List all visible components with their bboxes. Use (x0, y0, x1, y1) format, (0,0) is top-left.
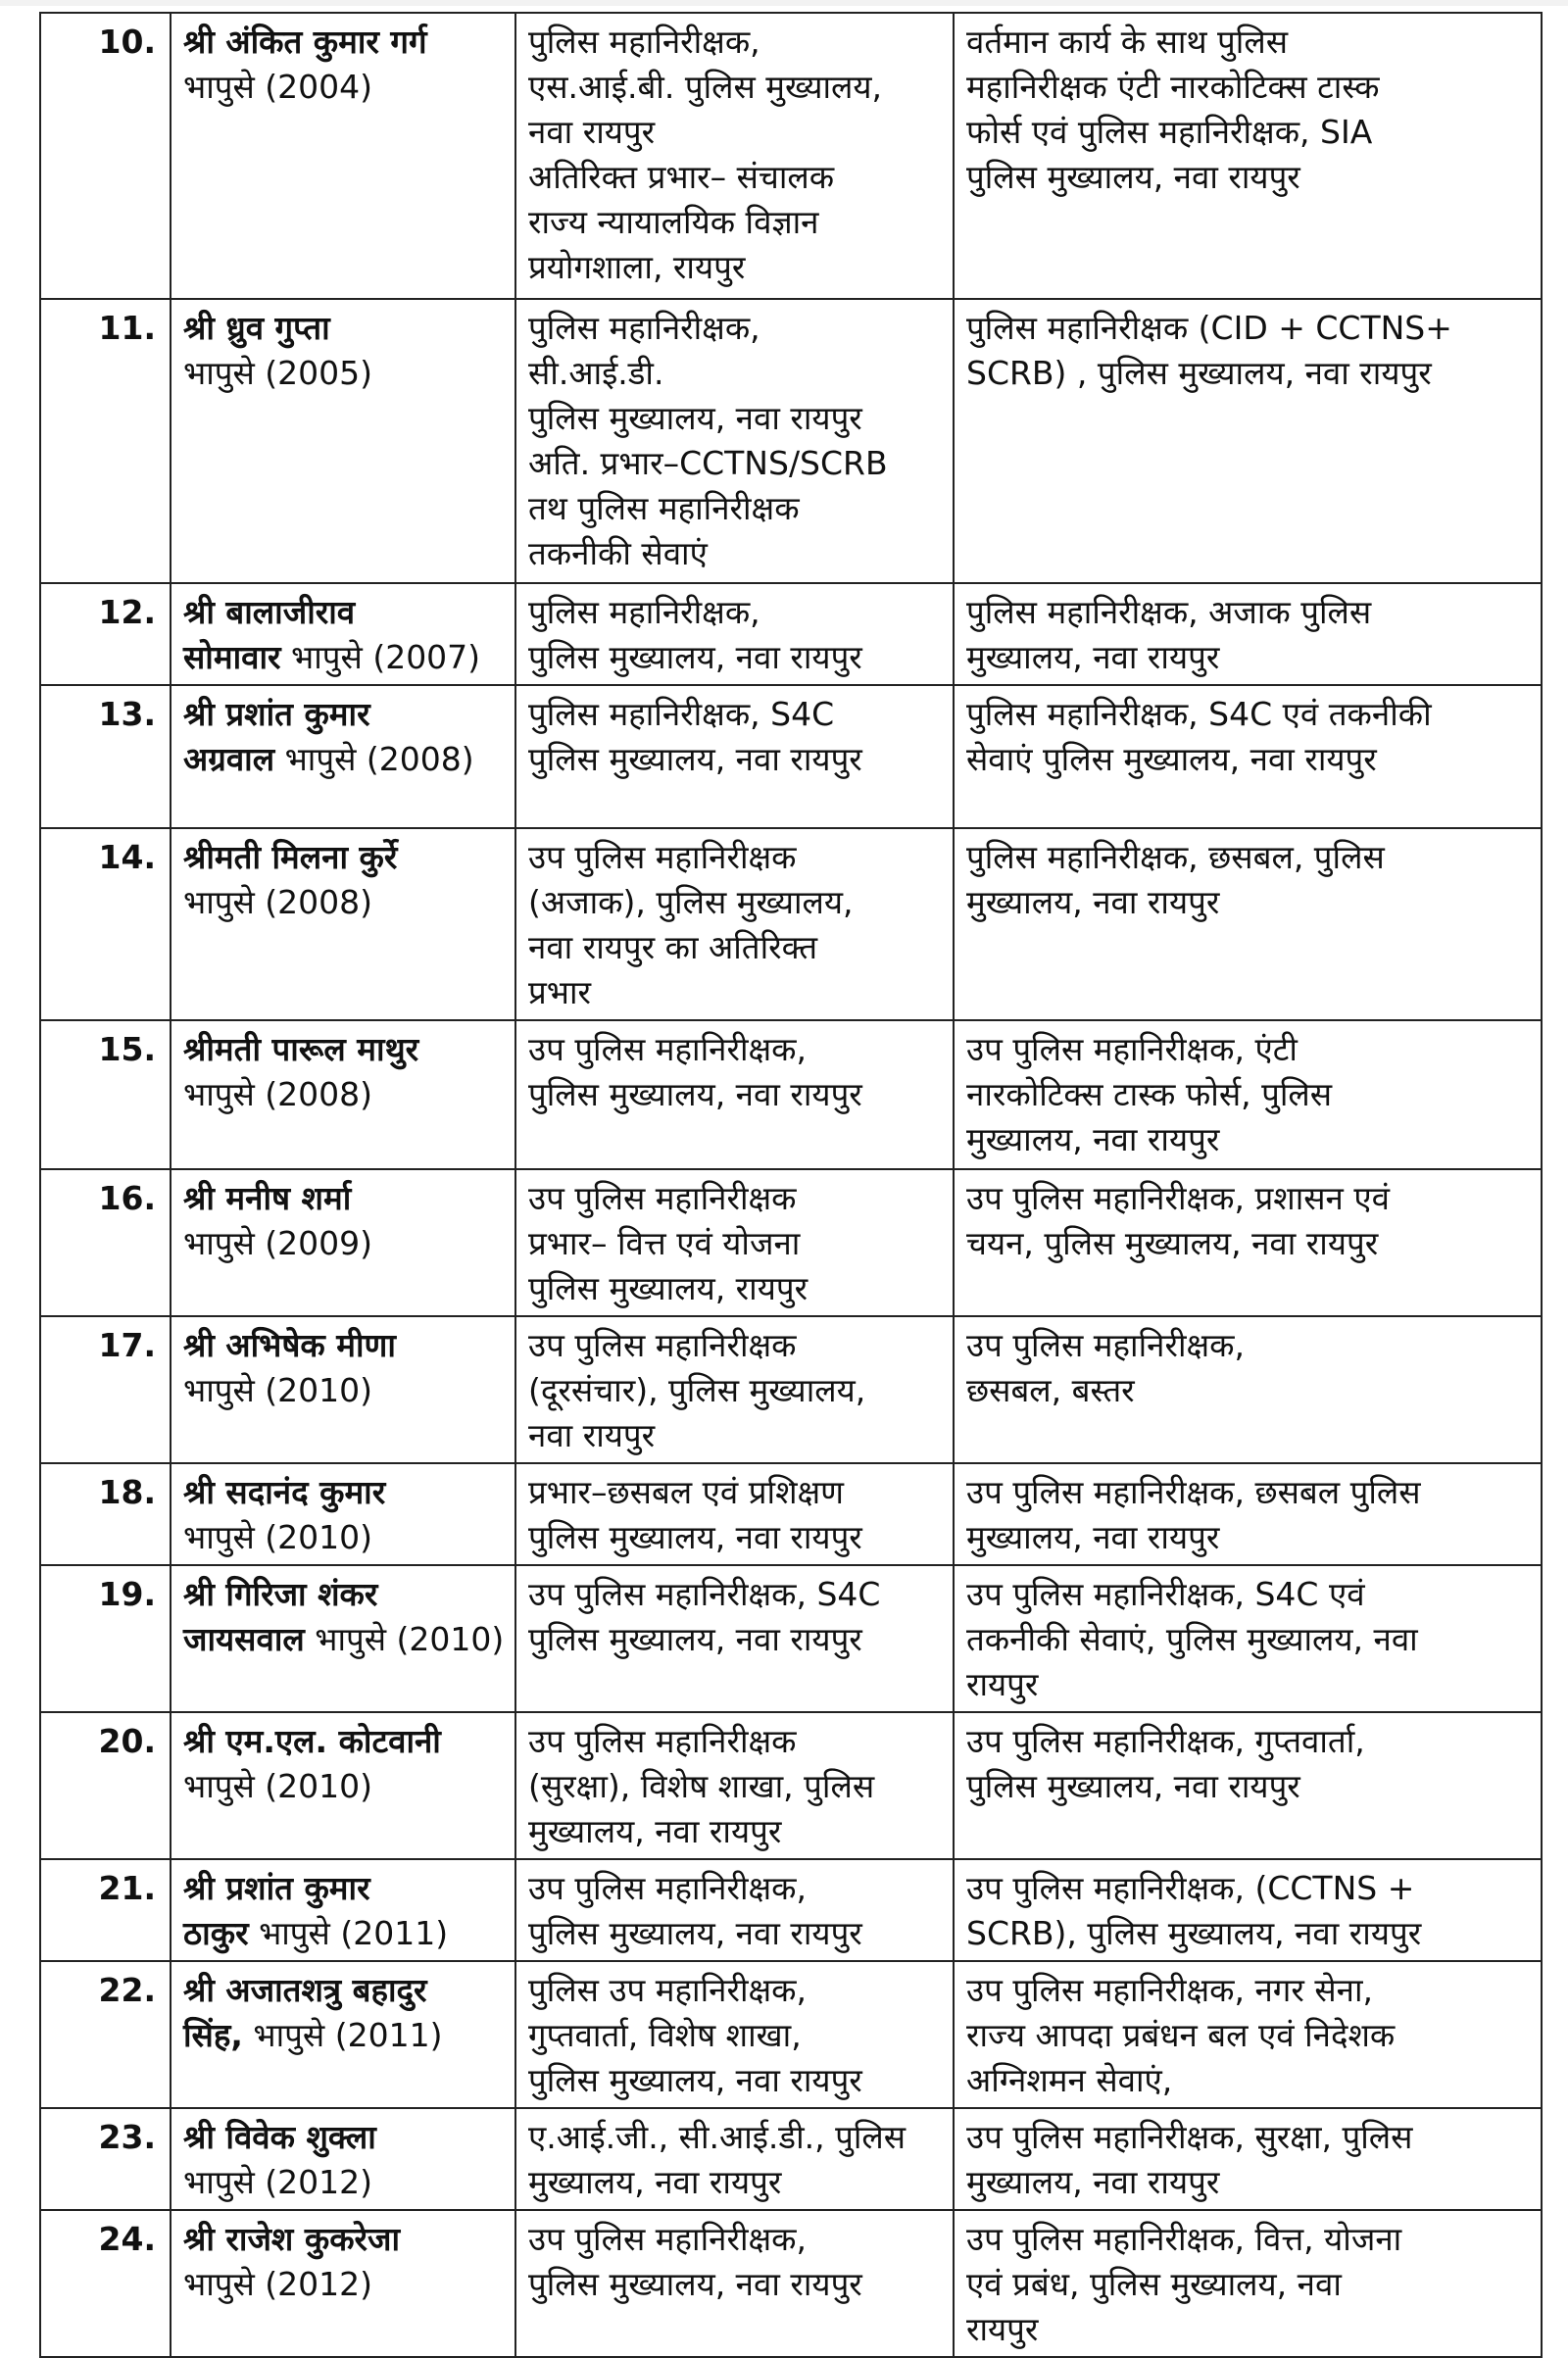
officer-service-batch: भापुसे (2010) (183, 1767, 373, 1805)
current-posting-line: उप पुलिस महानिरीक्षक (528, 1326, 797, 1364)
new-posting-line: उप पुलिस महानिरीक्षक, प्रशासन एवं (966, 1179, 1390, 1217)
table-row (40, 1020, 1542, 1169)
serial-number-cell: 14. (40, 828, 171, 1020)
officer-name-cell (171, 1961, 515, 2108)
new-posting-cell (954, 1712, 1542, 1859)
new-posting-line: उप पुलिस महानिरीक्षक, नगर सेना, (966, 1971, 1374, 2009)
serial-number-cell: 18. (40, 1463, 171, 1565)
table-row (40, 828, 1542, 1020)
current-posting-line: ए.आई.जी., सी.आई.डी., पुलिस (528, 2118, 906, 2156)
new-posting-cell (954, 1565, 1542, 1712)
officer-service-batch: भापुसे (2011) (259, 1914, 449, 1952)
officer-name-cell (171, 1169, 515, 1316)
current-posting-line: एस.आई.बी. पुलिस मुख्यालय, (528, 68, 883, 106)
new-posting-line: पुलिस महानिरीक्षक, अजाक पुलिस (966, 593, 1372, 631)
officer-name-cell (171, 2210, 515, 2357)
new-posting-line: पुलिस मुख्यालय, नवा रायपुर (966, 158, 1300, 196)
new-posting-line: SCRB), पुलिस मुख्यालय, नवा रायपुर (966, 1914, 1422, 1952)
new-posting-line: उप पुलिस महानिरीक्षक, वित्त, योजना (966, 2220, 1402, 2258)
new-posting-line: पुलिस महानिरीक्षक (CID + CCTNS+ (966, 309, 1452, 347)
officer-name-cell (171, 2108, 515, 2210)
current-posting-cell (515, 2108, 954, 2210)
current-posting-line: गुप्तवार्ता, विशेष शाखा, (528, 2016, 802, 2054)
new-posting-line: चयन, पुलिस मुख्यालय, नवा रायपुर (966, 1224, 1379, 1262)
new-posting-line: पुलिस मुख्यालय, नवा रायपुर (966, 1767, 1300, 1805)
new-posting-line: मुख्यालय, नवा रायपुर (966, 2163, 1220, 2201)
officer-name: श्री प्रशांत कुमार (183, 1869, 370, 1907)
new-posting-line: एवं प्रबंध, पुलिस मुख्यालय, नवा (966, 2265, 1342, 2303)
new-posting-line: उप पुलिस महानिरीक्षक, (966, 1326, 1245, 1364)
officer-service-batch: भापुसे (2008) (284, 740, 474, 778)
officer-service-batch: भापुसे (2005) (183, 354, 373, 392)
current-posting-line: (दूरसंचार), पुलिस मुख्यालय, (528, 1371, 866, 1409)
officer-service-batch: भापुसे (2007) (291, 638, 481, 676)
new-posting-line: पुलिस महानिरीक्षक, S4C एवं तकनीकी (966, 695, 1432, 733)
new-posting-line: रायपुर (966, 1665, 1039, 1703)
officer-name: श्री प्रशांत कुमार (183, 695, 370, 733)
new-posting-line: उप पुलिस महानिरीक्षक, S4C एवं (966, 1575, 1365, 1613)
serial-number-cell: 13. (40, 685, 171, 828)
serial-number-cell: 20. (40, 1712, 171, 1859)
serial-number-cell: 21. (40, 1859, 171, 1961)
table-row (40, 13, 1542, 299)
current-posting-line: प्रभार (528, 973, 592, 1011)
table-row (40, 2210, 1542, 2357)
new-posting-cell (954, 1020, 1542, 1169)
officer-name: श्री अजातशत्रु बहादुर (183, 1971, 427, 2009)
current-posting-line: पुलिस मुख्यालय, नवा रायपुर (528, 399, 862, 437)
current-posting-line: राज्य न्यायालयिक विज्ञान (528, 203, 819, 241)
current-posting-line: मुख्यालय, नवा रायपुर (528, 1812, 782, 1850)
current-posting-line: पुलिस मुख्यालय, नवा रायपुर (528, 1914, 862, 1952)
table-row (40, 583, 1542, 685)
new-posting-line: उप पुलिस महानिरीक्षक, एंटी (966, 1030, 1298, 1068)
officer-name: श्री अभिषेक मीणा (183, 1326, 396, 1364)
current-posting-line: पुलिस महानिरीक्षक, (528, 593, 760, 631)
current-posting-line: पुलिस मुख्यालय, नवा रायपुर (528, 1620, 862, 1658)
table-row (40, 1463, 1542, 1565)
serial-number-cell: 11. (40, 299, 171, 583)
officer-name-continuation-line (183, 635, 505, 680)
officer-name-cell (171, 1565, 515, 1712)
current-posting-line: सी.आई.डी. (528, 354, 664, 392)
officer-name: श्री ध्रुव गुप्ता (183, 309, 330, 347)
current-posting-line: अति. प्रभार–CCTNS/SCRB (528, 444, 888, 482)
current-posting-cell (515, 1961, 954, 2108)
current-posting-line: पुलिस महानिरीक्षक, S4C (528, 695, 835, 733)
new-posting-line: अग्निशमन सेवाएं, (966, 2061, 1173, 2099)
current-posting-line: उप पुलिस महानिरीक्षक (528, 838, 797, 876)
serial-number-cell: 22. (40, 1961, 171, 2108)
current-posting-line: (सुरक्षा), विशेष शाखा, पुलिस (528, 1767, 875, 1805)
new-posting-line: महानिरीक्षक एंटी नारकोटिक्स टास्क (966, 68, 1380, 106)
serial-number-cell: 12. (40, 583, 171, 685)
table-row (40, 1859, 1542, 1961)
officer-name-cell (171, 299, 515, 583)
new-posting-cell (954, 685, 1542, 828)
current-posting-line: पुलिस मुख्यालय, नवा रायपुर (528, 2265, 862, 2303)
serial-number-cell: 24. (40, 2210, 171, 2357)
officer-name-cell (171, 1859, 515, 1961)
current-posting-cell (515, 2210, 954, 2357)
table-row (40, 1316, 1542, 1463)
new-posting-line: उप पुलिस महानिरीक्षक, (CCTNS + (966, 1869, 1415, 1907)
table-row (40, 1565, 1542, 1712)
current-posting-line: पुलिस मुख्यालय, नवा रायपुर (528, 1518, 862, 1556)
current-posting-line: नवा रायपुर (528, 1416, 656, 1454)
new-posting-cell (954, 828, 1542, 1020)
top-edge-strip (0, 0, 1568, 6)
current-posting-line: प्रभार– वित्त एवं योजना (528, 1224, 801, 1262)
officer-service-batch: भापुसे (2010) (183, 1518, 373, 1556)
officer-name: श्रीमती मिलना कुर्रे (183, 838, 398, 876)
new-posting-line: राज्य आपदा प्रबंधन बल एवं निदेशक (966, 2016, 1396, 2054)
officer-service-batch: भापुसे (2009) (183, 1224, 373, 1262)
new-posting-line: तकनीकी सेवाएं, पुलिस मुख्यालय, नवा (966, 1620, 1418, 1658)
current-posting-line: उप पुलिस महानिरीक्षक (528, 1722, 797, 1760)
new-posting-line: मुख्यालय, नवा रायपुर (966, 1518, 1220, 1556)
officer-name-continuation: ठाकुर (183, 1914, 249, 1952)
officer-name-continuation-line (183, 2013, 505, 2058)
table-row (40, 2108, 1542, 2210)
table-row (40, 685, 1542, 828)
officer-service-batch: भापुसे (2010) (183, 1371, 373, 1409)
current-posting-cell (515, 1020, 954, 1169)
officer-service-batch: भापुसे (2004) (183, 68, 373, 106)
new-posting-line: रायपुर (966, 2310, 1039, 2348)
officer-name: श्री मनीष शर्मा (183, 1179, 352, 1217)
current-posting-line: अतिरिक्त प्रभार– संचालक (528, 158, 835, 196)
new-posting-cell (954, 299, 1542, 583)
officer-name-continuation-line (183, 737, 505, 782)
officer-name: श्री अंकित कुमार गर्ग (183, 23, 427, 61)
table-row (40, 1712, 1542, 1859)
serial-number-cell: 16. (40, 1169, 171, 1316)
new-posting-line: SCRB) , पुलिस मुख्यालय, नवा रायपुर (966, 354, 1432, 392)
serial-number-cell: 10. (40, 13, 171, 299)
officer-name-continuation: जायसवाल (183, 1620, 305, 1658)
officer-name: श्री सदानंद कुमार (183, 1473, 386, 1511)
current-posting-line: पुलिस उप महानिरीक्षक, (528, 1971, 807, 2009)
new-posting-cell (954, 2210, 1542, 2357)
officer-service-batch: भापुसे (2008) (183, 883, 373, 921)
new-posting-line: उप पुलिस महानिरीक्षक, सुरक्षा, पुलिस (966, 2118, 1413, 2156)
officer-name: श्री राजेश कुकरेजा (183, 2220, 401, 2258)
officer-name-continuation: सिंह, (183, 2016, 243, 2054)
serial-number-cell: 23. (40, 2108, 171, 2210)
officer-service-batch: भापुसे (2008) (183, 1075, 373, 1113)
officer-service-batch: भापुसे (2012) (183, 2163, 373, 2201)
new-posting-cell (954, 1859, 1542, 1961)
new-posting-line: उप पुलिस महानिरीक्षक, छसबल पुलिस (966, 1473, 1421, 1511)
current-posting-cell (515, 299, 954, 583)
current-posting-cell (515, 1565, 954, 1712)
new-posting-line: उप पुलिस महानिरीक्षक, गुप्तवार्ता, (966, 1722, 1365, 1760)
officer-service-batch: भापुसे (2011) (253, 2016, 443, 2054)
new-posting-line: वर्तमान कार्य के साथ पुलिस (966, 23, 1289, 61)
officer-name-cell (171, 685, 515, 828)
current-posting-line: पुलिस महानिरीक्षक, (528, 23, 760, 61)
current-posting-line: उप पुलिस महानिरीक्षक, (528, 1030, 807, 1068)
new-posting-line: छसबल, बस्तर (966, 1371, 1135, 1409)
current-posting-line: पुलिस मुख्यालय, रायपुर (528, 1269, 808, 1307)
officer-name-cell (171, 1020, 515, 1169)
current-posting-line: पुलिस महानिरीक्षक, (528, 309, 760, 347)
officer-name-cell (171, 583, 515, 685)
officer-name-cell (171, 1712, 515, 1859)
officer-name-cell (171, 1463, 515, 1565)
officer-name: श्री विवेक शुक्ला (183, 2118, 376, 2156)
new-posting-line: फोर्स एवं पुलिस महानिरीक्षक, SIA (966, 113, 1373, 151)
current-posting-cell (515, 1859, 954, 1961)
current-posting-line: उप पुलिस महानिरीक्षक, (528, 1869, 807, 1907)
current-posting-line: उप पुलिस महानिरीक्षक, (528, 2220, 807, 2258)
officer-name: श्री बालाजीराव (183, 593, 356, 631)
serial-number-cell: 17. (40, 1316, 171, 1463)
officer-name: श्री गिरिजा शंकर (183, 1575, 378, 1613)
current-posting-line: प्रयोगशाला, रायपुर (528, 248, 746, 286)
current-posting-line: पुलिस मुख्यालय, नवा रायपुर (528, 638, 862, 676)
new-posting-line: सेवाएं पुलिस मुख्यालय, नवा रायपुर (966, 740, 1377, 778)
current-posting-line: (अजाक), पुलिस मुख्यालय, (528, 883, 854, 921)
officer-name-cell (171, 13, 515, 299)
new-posting-cell (954, 583, 1542, 685)
current-posting-line: उप पुलिस महानिरीक्षक (528, 1179, 797, 1217)
new-posting-cell (954, 1169, 1542, 1316)
current-posting-line: पुलिस मुख्यालय, नवा रायपुर (528, 740, 862, 778)
new-posting-line: मुख्यालय, नवा रायपुर (966, 638, 1220, 676)
new-posting-line: मुख्यालय, नवा रायपुर (966, 883, 1220, 921)
current-posting-line: पुलिस मुख्यालय, नवा रायपुर (528, 1075, 862, 1113)
officer-name-cell (171, 828, 515, 1020)
serial-number-cell: 19. (40, 1565, 171, 1712)
current-posting-cell (515, 828, 954, 1020)
current-posting-line: नवा रायपुर (528, 113, 656, 151)
current-posting-cell (515, 685, 954, 828)
table-row (40, 1961, 1542, 2108)
current-posting-line: उप पुलिस महानिरीक्षक, S4C (528, 1575, 881, 1613)
officer-name-continuation-line (183, 1617, 505, 1662)
officer-service-batch: भापुसे (2010) (315, 1620, 505, 1658)
officer-service-batch: भापुसे (2012) (183, 2265, 373, 2303)
current-posting-cell (515, 1712, 954, 1859)
current-posting-line: पुलिस मुख्यालय, नवा रायपुर (528, 2061, 862, 2099)
serial-number-cell: 15. (40, 1020, 171, 1169)
current-posting-line: नवा रायपुर का अतिरिक्त (528, 928, 818, 966)
table-row (40, 299, 1542, 583)
table-body (40, 13, 1542, 2357)
officer-name: श्री एम.एल. कोटवानी (183, 1722, 441, 1760)
new-posting-cell (954, 1463, 1542, 1565)
new-posting-cell (954, 1316, 1542, 1463)
new-posting-line: नारकोटिक्स टास्क फोर्स, पुलिस (966, 1075, 1333, 1113)
officer-name-continuation-line (183, 1911, 505, 1956)
new-posting-line: मुख्यालय, नवा रायपुर (966, 1120, 1220, 1158)
current-posting-line: मुख्यालय, नवा रायपुर (528, 2163, 782, 2201)
current-posting-cell (515, 1463, 954, 1565)
current-posting-cell (515, 13, 954, 299)
current-posting-line: तथ पुलिस महानिरीक्षक (528, 489, 800, 527)
officer-name-continuation: सोमावार (183, 638, 281, 676)
new-posting-cell (954, 13, 1542, 299)
new-posting-cell (954, 1961, 1542, 2108)
table-row (40, 1169, 1542, 1316)
officer-name-continuation: अग्रवाल (183, 740, 275, 778)
officer-name: श्रीमती पारूल माथुर (183, 1030, 419, 1068)
current-posting-cell (515, 1316, 954, 1463)
new-posting-cell (954, 2108, 1542, 2210)
officer-transfer-table (39, 12, 1543, 2358)
current-posting-cell (515, 1169, 954, 1316)
new-posting-line: पुलिस महानिरीक्षक, छसबल, पुलिस (966, 838, 1385, 876)
current-posting-line: प्रभार–छसबल एवं प्रशिक्षण (528, 1473, 845, 1511)
current-posting-cell (515, 583, 954, 685)
current-posting-line: तकनीकी सेवाएं (528, 534, 708, 572)
officer-name-cell (171, 1316, 515, 1463)
